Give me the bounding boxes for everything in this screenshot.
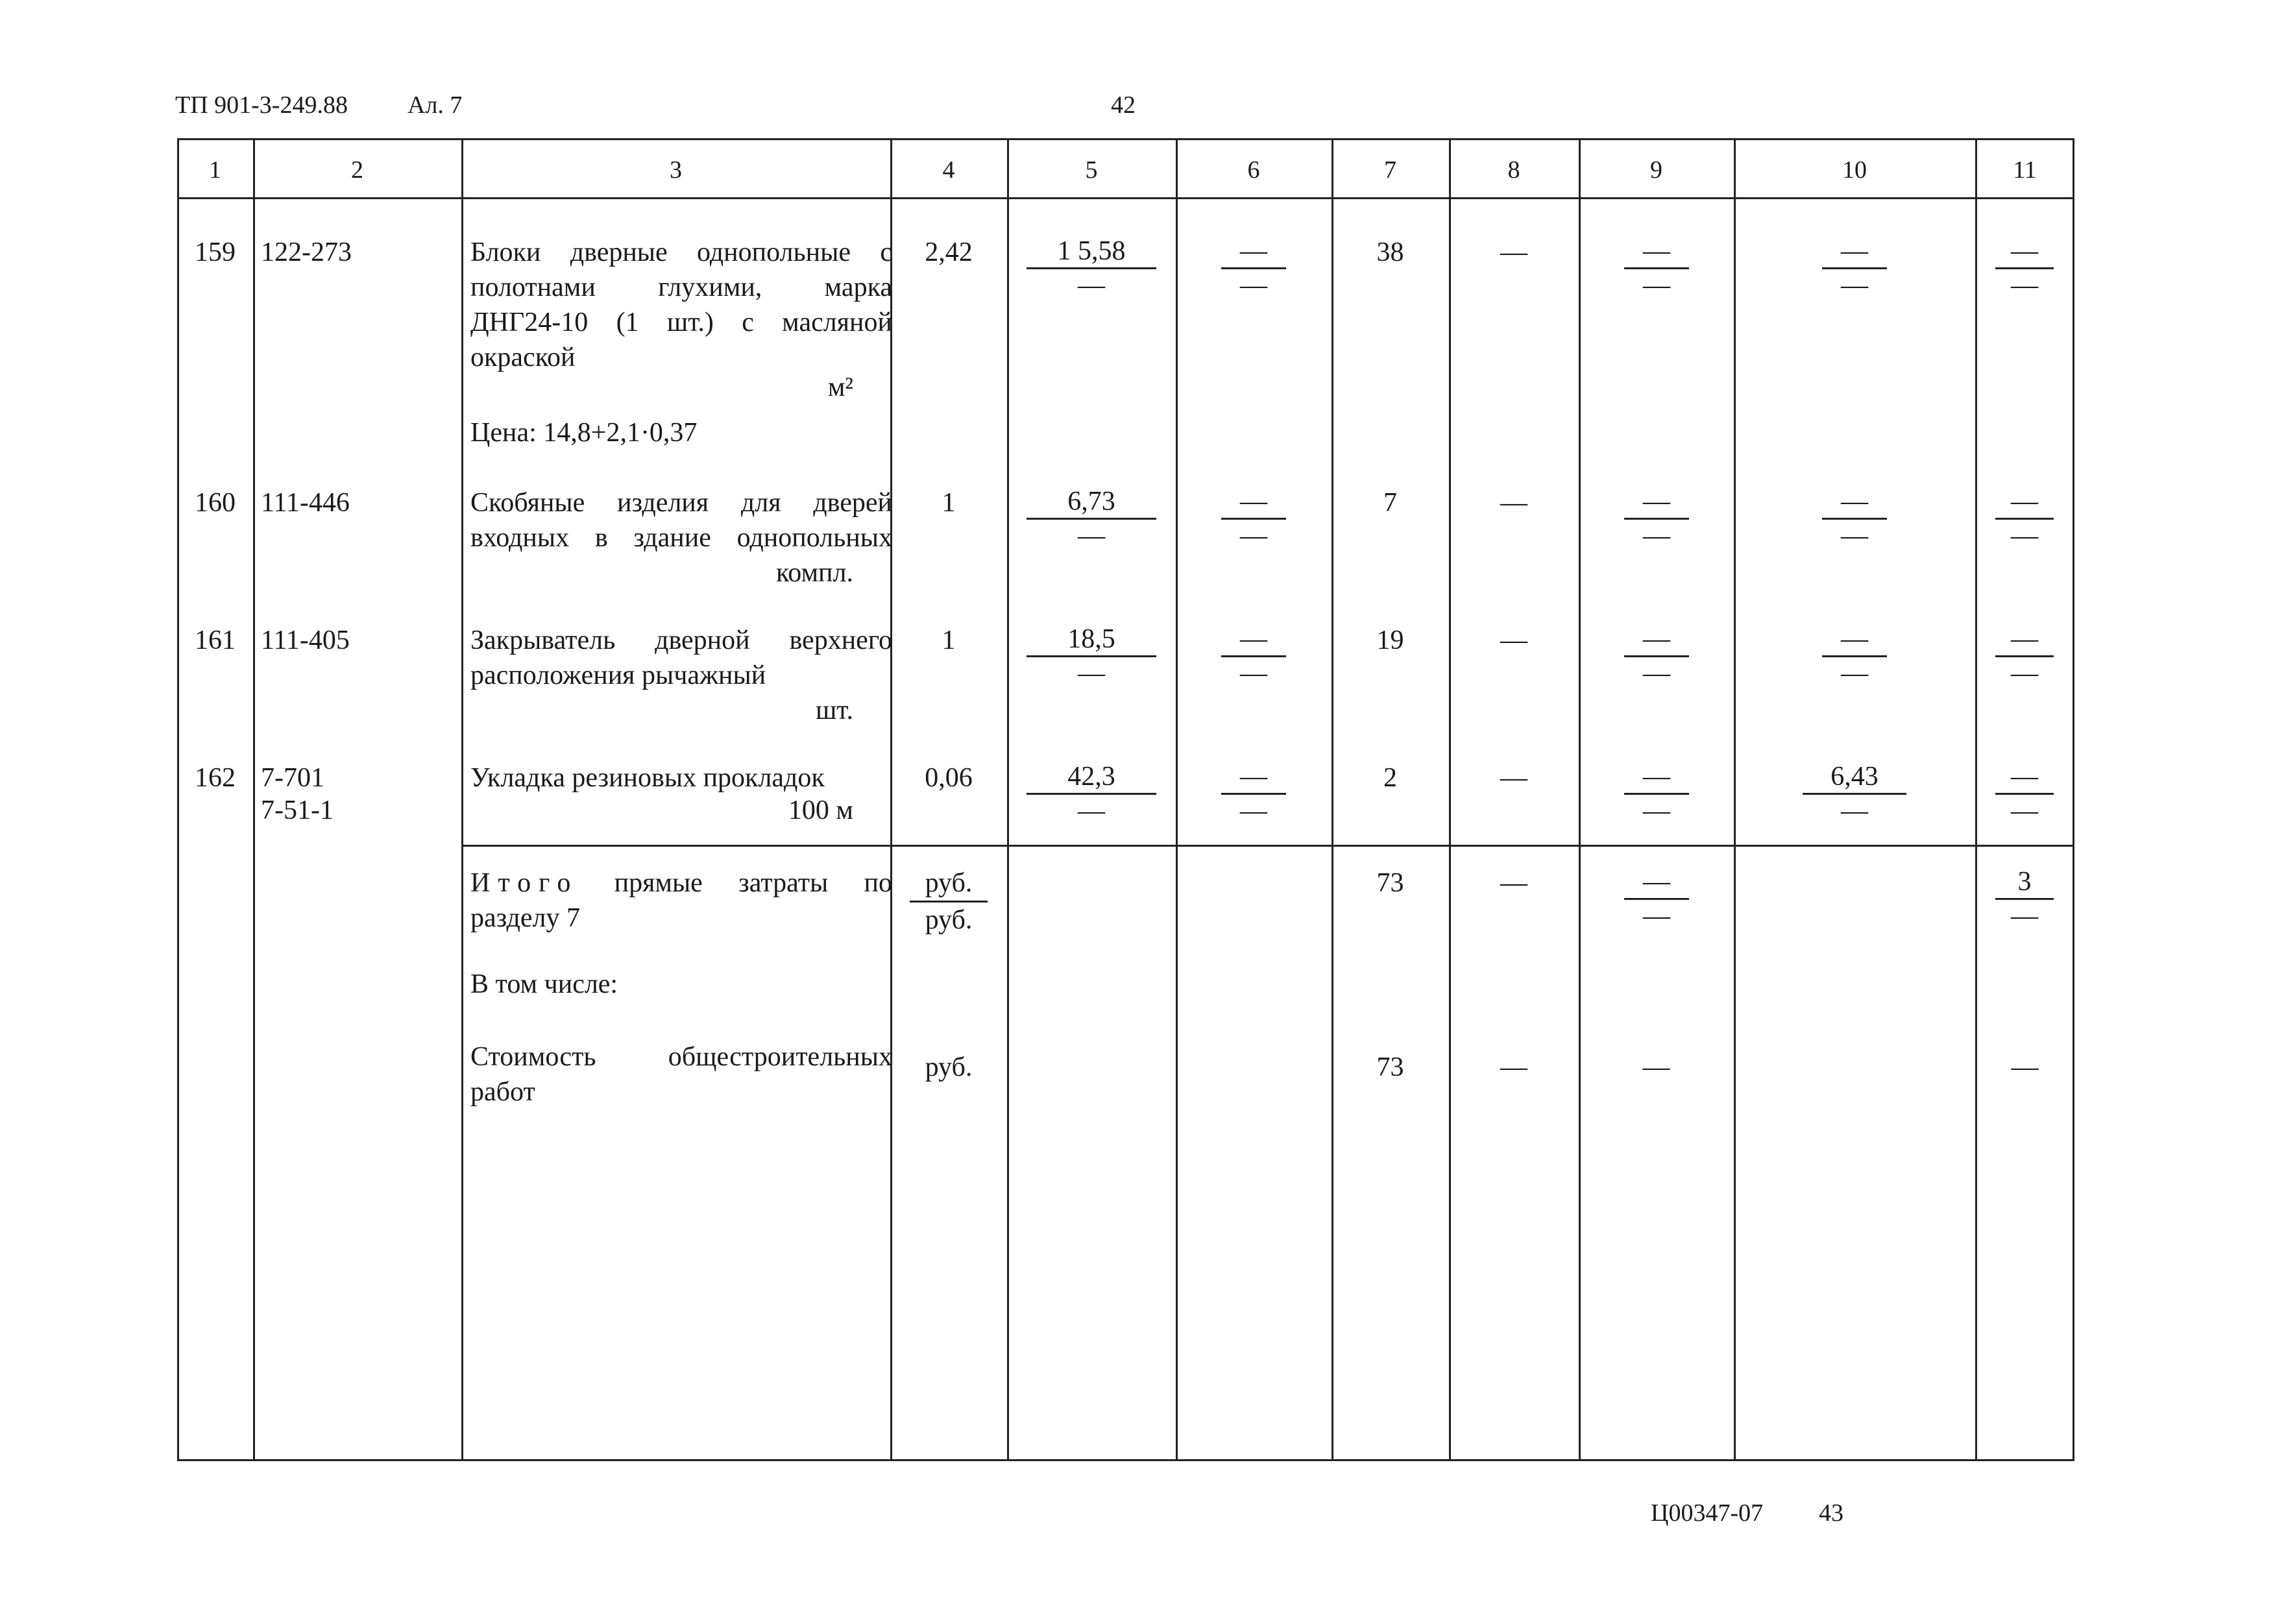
footer-page-number: 43 [1819, 1499, 1843, 1527]
cost-unit: руб. [925, 1052, 973, 1082]
summary-unit-2: руб. [925, 905, 973, 935]
col8-value: — [1500, 763, 1527, 793]
column-header-2: 2 [351, 156, 363, 184]
column-header-5: 5 [1085, 156, 1098, 184]
dash: — [1995, 485, 2054, 520]
col10-value [1822, 235, 1887, 302]
page-number: 42 [1111, 91, 1136, 119]
quantity: 2,42 [925, 237, 973, 267]
total-cost: 2 [1383, 763, 1397, 793]
row-number: 161 [195, 625, 236, 655]
unit-of-measure: м² [827, 372, 853, 402]
description-line: входных в здание однопольных [470, 523, 892, 553]
norm-code: 111-405 [261, 625, 350, 655]
dash: — [2011, 659, 2038, 688]
price-value: 1 5,58 [1027, 235, 1156, 269]
col11-value [1995, 623, 2054, 690]
col10-number: 6,43 [1803, 760, 1906, 795]
dash: — [1643, 796, 1670, 826]
col-divider-7 [1449, 138, 1451, 1461]
norm-code: 122-273 [261, 237, 352, 267]
dash: — [1221, 485, 1286, 520]
including-label: В том числе: [470, 969, 618, 999]
dash: — [1624, 866, 1689, 900]
col9-value [1624, 760, 1689, 827]
price-value: 6,73 [1027, 485, 1156, 520]
description-line: расположения рычажный [470, 661, 766, 690]
column-header-10: 10 [1842, 156, 1867, 184]
dash: — [1624, 485, 1689, 520]
cost-line-1: Стоимость общестроительных [470, 1042, 892, 1072]
dash: — [1995, 623, 2054, 657]
norm-code: 7-701 [261, 763, 324, 793]
summary-col11 [1995, 866, 2054, 932]
cost-line-2: работ [470, 1077, 535, 1107]
dash: — [1643, 521, 1670, 551]
dash: — [2011, 271, 2038, 300]
unit-price [1027, 760, 1156, 827]
dash: — [1624, 235, 1689, 269]
unit-price [1027, 235, 1156, 302]
price-value: 42,3 [1027, 760, 1156, 795]
col10-value [1803, 760, 1906, 827]
norm-code-secondary: 7-51-1 [261, 795, 334, 825]
dash: — [1221, 760, 1286, 795]
dash: — [1240, 521, 1267, 551]
dash: — [2011, 901, 2038, 931]
itogo-line-2: разделу 7 [470, 903, 580, 933]
sheet-label: Ал. 7 [407, 91, 463, 119]
col6-value [1221, 235, 1286, 302]
dash: — [1221, 623, 1286, 657]
work-description [470, 485, 892, 555]
col9-value [1624, 235, 1689, 302]
col-divider-8 [1579, 138, 1581, 1461]
dash: — [1822, 485, 1887, 520]
column-header-9: 9 [1650, 156, 1662, 184]
norm-code: 111-446 [261, 488, 350, 518]
dash: — [1624, 760, 1689, 795]
dash: — [1841, 521, 1868, 551]
itogo-label [470, 866, 892, 936]
quantity: 0,06 [925, 763, 973, 793]
col9-value [1624, 623, 1689, 690]
col-divider-6 [1331, 138, 1333, 1461]
column-header-8: 8 [1507, 156, 1520, 184]
summary-col11-value: 3 [1995, 866, 2054, 900]
description-line: Скобяные изделия для дверей [470, 488, 892, 518]
column-header-11: 11 [2013, 156, 2037, 184]
dash: — [1643, 901, 1670, 931]
dash: — [1643, 659, 1670, 688]
col8-value: — [1500, 488, 1527, 518]
row-number: 160 [195, 488, 236, 518]
footer-code: Ц00347-07 [1651, 1499, 1764, 1527]
cost-col8: — [1500, 1052, 1527, 1082]
unit-of-measure: шт. [815, 696, 853, 725]
price-dash: — [1078, 659, 1105, 688]
column-header-4: 4 [942, 156, 955, 184]
col-divider-5 [1176, 138, 1178, 1461]
price-dash: — [1078, 796, 1105, 826]
col8-value: — [1500, 237, 1527, 267]
dash: — [1240, 659, 1267, 688]
cost-total: 73 [1376, 1052, 1404, 1082]
dash: — [1841, 659, 1868, 688]
col-divider-4 [1007, 138, 1009, 1461]
total-cost: 19 [1376, 625, 1404, 655]
column-header-1: 1 [209, 156, 221, 184]
work-description: Укладка резиновых прокладок [470, 763, 825, 793]
price-formula: Цена: 14,8+2,1·0,37 [470, 418, 698, 448]
summary-units [910, 866, 988, 938]
price-value: 18,5 [1027, 623, 1156, 657]
dash: — [2011, 521, 2038, 551]
itogo-word: Итого [470, 868, 579, 898]
document-code: ТП 901-3-249.88 [175, 91, 348, 119]
dash: — [1995, 235, 2054, 269]
summary-col9 [1624, 866, 1689, 932]
unit-price [1027, 485, 1156, 552]
column-header-3: 3 [670, 156, 682, 184]
unit-price [1027, 623, 1156, 690]
col10-value [1822, 485, 1887, 552]
dash: — [1643, 271, 1670, 300]
itogo-rest: прямые затраты по [614, 868, 892, 898]
work-description [470, 235, 892, 375]
unit-of-measure: компл. [776, 558, 853, 588]
dash: — [2011, 796, 2038, 826]
col8-value: — [1500, 625, 1527, 655]
description-line: ДНГ24-10 (1 шт.) с масляной [470, 308, 892, 337]
price-dash: — [1078, 271, 1105, 300]
col11-value [1995, 235, 2054, 302]
dash: — [1221, 235, 1286, 269]
col10-value [1822, 623, 1887, 690]
column-header-7: 7 [1384, 156, 1396, 184]
col11-value [1995, 485, 2054, 552]
total-cost: 7 [1383, 488, 1397, 518]
cost-col11: — [2011, 1052, 2039, 1082]
work-description [470, 623, 892, 693]
col9-value [1624, 485, 1689, 552]
dash: — [1240, 796, 1267, 826]
description-line: Блоки дверные однопольные с [470, 237, 892, 267]
col11-value [1995, 760, 2054, 827]
cost-col9: — [1642, 1052, 1670, 1082]
dash: — [1995, 760, 2054, 795]
column-header-6: 6 [1247, 156, 1260, 184]
general-construction-cost-label [470, 1039, 892, 1109]
summary-col8: — [1500, 868, 1527, 898]
dash: — [1822, 623, 1887, 657]
summary-total: 73 [1376, 868, 1404, 898]
unit-of-measure: 100 м [788, 795, 853, 825]
col6-value [1221, 485, 1286, 552]
col-divider-2 [461, 138, 463, 1461]
dash: — [1240, 271, 1267, 300]
price-dash: — [1078, 521, 1105, 551]
quantity: 1 [942, 488, 956, 518]
row-number: 162 [195, 763, 236, 793]
col-divider-9 [1734, 138, 1736, 1461]
total-cost: 38 [1376, 237, 1404, 267]
description-line: Закрыватель дверной верхнего [470, 625, 892, 655]
dash: — [1624, 623, 1689, 657]
description-line: окраской [470, 343, 576, 372]
itogo-line-1 [470, 866, 892, 901]
col-divider-10 [1975, 138, 1977, 1461]
summary-unit-1: руб. [910, 866, 988, 903]
dash: — [1841, 271, 1868, 300]
row-number: 159 [195, 237, 236, 267]
summary-separator [461, 845, 2074, 847]
col6-value [1221, 760, 1286, 827]
col-divider-1 [253, 138, 255, 1461]
dash: — [1822, 235, 1887, 269]
quantity: 1 [942, 625, 956, 655]
dash: — [1841, 796, 1868, 826]
col6-value [1221, 623, 1286, 690]
description-line: полотнами глухими, марка [470, 273, 892, 302]
